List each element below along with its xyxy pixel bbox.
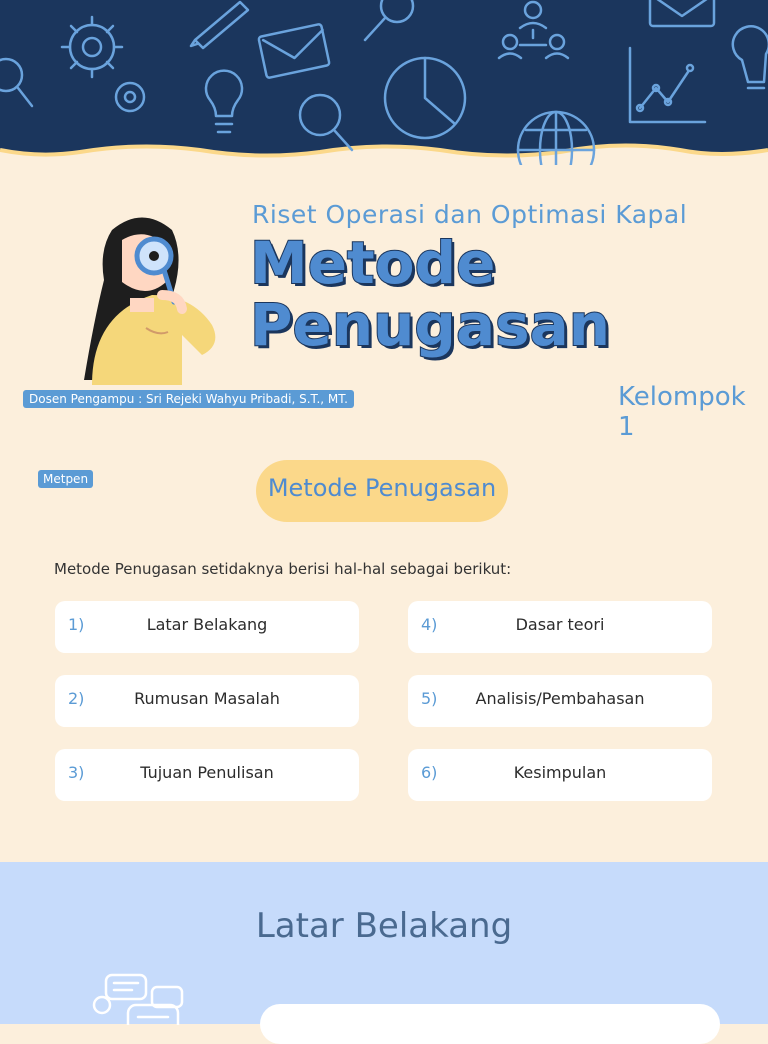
section-heading: Metode Penugasan xyxy=(267,474,497,502)
lecturer-badge: Dosen Pengampu : Sri Rejeki Wahyu Pribadi, S.T., MT. xyxy=(23,390,354,408)
section-tag: Metpen xyxy=(38,470,93,488)
list-item-label: Dasar teori xyxy=(515,615,605,634)
list-item-label: Latar Belakang xyxy=(146,615,268,634)
list-item-label: Tujuan Penulisan xyxy=(140,763,274,782)
content-card xyxy=(260,1004,720,1044)
list-item-number: 6) xyxy=(421,763,438,782)
page-title xyxy=(250,229,611,359)
title-line-1: Metode xyxy=(250,229,496,297)
list-item-label: Kesimpulan xyxy=(513,763,607,782)
list-item-number: 5) xyxy=(421,689,438,708)
list-item xyxy=(55,601,359,653)
next-section-heading: Latar Belakang xyxy=(255,906,513,946)
character-illustration xyxy=(82,210,242,394)
list-item-number: 2) xyxy=(68,689,85,708)
header-banner xyxy=(0,0,768,165)
group-label: Kelompok 1 xyxy=(618,382,746,442)
list-item xyxy=(408,601,712,653)
list-item xyxy=(55,675,359,727)
list-item xyxy=(408,749,712,801)
list-item xyxy=(408,675,712,727)
list-item-number: 1) xyxy=(68,615,85,634)
title-line-2: Penugasan xyxy=(250,291,611,359)
list-item xyxy=(55,749,359,801)
subtitle: Riset Operasi dan Optimasi Kapal xyxy=(252,200,688,229)
list-item-label: Rumusan Masalah xyxy=(134,689,280,708)
list-item-number: 3) xyxy=(68,763,85,782)
list-item-number: 4) xyxy=(421,615,438,634)
intro-text: Metode Penugasan setidaknya berisi hal-hal sebagai berikut: xyxy=(54,560,512,578)
list-item-label: Analisis/Pembahasan xyxy=(475,689,645,708)
chat-icon xyxy=(88,965,198,1029)
